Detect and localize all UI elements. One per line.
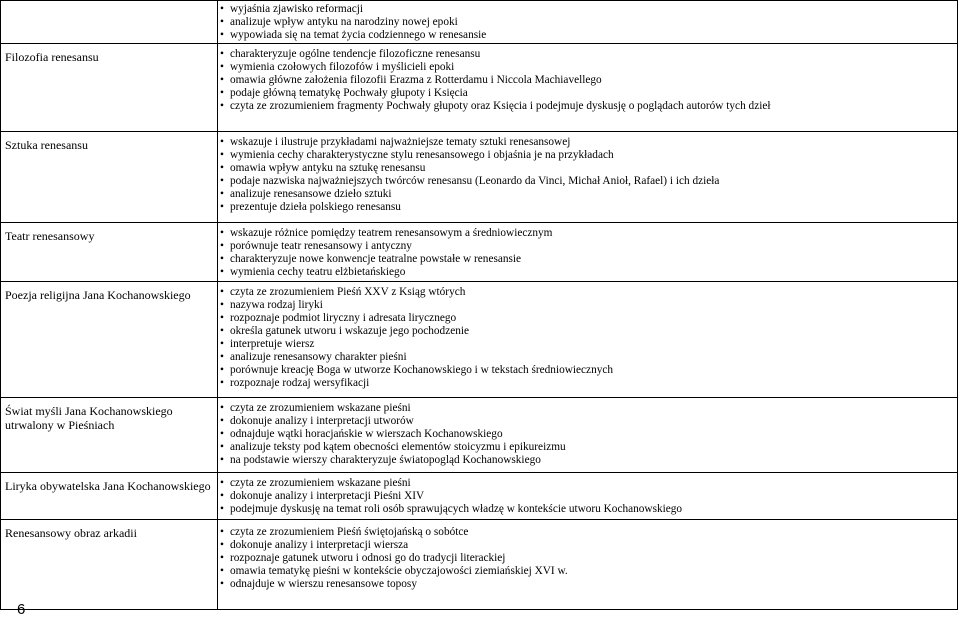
table-row [1, 398, 958, 473]
requirements-list [218, 473, 957, 516]
list-item: • czyta ze zrozumieniem fragmenty Pochwały głupoty oraz Księcia i podejmuje dyskusję o poglądach autorów tych dzieł [218, 100, 957, 113]
list-item: • dokonuje analizy i interpretacji Pieśni XIV [218, 490, 957, 503]
list-item: • odnajduje w wierszu renesansowe toposy [218, 578, 957, 591]
requirements-cell [218, 473, 958, 520]
topic-label: Poezja religijna Jana Kochanowskiego [5, 288, 191, 302]
requirements-cell [218, 1, 958, 44]
requirements-list [218, 282, 957, 390]
list-item: • rozpoznaje gatunek utworu i odnosi go do tradycji literackiej [218, 552, 957, 565]
list-item: • na podstawie wierszy charakteryzuje światopogląd Kochanowskiego [218, 454, 957, 467]
list-item: • prezentuje dzieła polskiego renesansu [218, 201, 957, 214]
list-item: • nazywa rodzaj liryki [218, 299, 957, 312]
page-number: 6 [17, 601, 26, 618]
table-row [1, 132, 958, 223]
table-row [1, 473, 958, 520]
list-item: • porównuje kreację Boga w utworze Kochanowskiego i w tekstach średniowiecznych [218, 364, 957, 377]
list-item: • charakteryzuje nowe konwencje teatralne powstałe w renesansie [218, 253, 957, 266]
list-item: • analizuje renesansowe dzieło sztuki [218, 188, 957, 201]
list-item: • omawia główne założenia filozofii Erazma z Rotterdamu i Niccola Machiavellego [218, 74, 957, 87]
list-item: • wyjaśnia zjawisko reformacji [218, 3, 957, 16]
requirements-cell [218, 398, 958, 473]
topic-label: Liryka obywatelska Jana Kochanowskiego [5, 479, 211, 493]
topic-cell [1, 132, 218, 223]
requirements-cell [218, 44, 958, 132]
requirements-cell [218, 132, 958, 223]
list-item: • wskazuje różnice pomiędzy teatrem renesansowym a średniowiecznym [218, 227, 957, 240]
topic-cell [1, 473, 218, 520]
requirements-list [218, 520, 957, 591]
requirements-cell [218, 282, 958, 398]
list-item: • podaje główną tematykę Pochwały głupoty i Księcia [218, 87, 957, 100]
list-item: • dokonuje analizy i interpretacji utworów [218, 415, 957, 428]
topic-label: Filozofia renesansu [5, 50, 99, 64]
list-item: • interpretuje wiersz [218, 338, 957, 351]
topic-label: Renesansowy obraz arkadii [5, 526, 137, 540]
list-item: • wymienia czołowych filozofów i myślicieli epoki [218, 61, 957, 74]
topic-label [1, 1, 217, 7]
topic-label: Sztuka renesansu [5, 138, 88, 152]
list-item: • analizuje renesansowy charakter pieśni [218, 351, 957, 364]
list-item: • charakteryzuje ogólne tendencje filozoficzne renesansu [218, 48, 957, 61]
topic-cell [1, 223, 218, 282]
table-row [1, 282, 958, 398]
list-item: • czyta ze zrozumieniem Pieśń świętojańską o sobótce [218, 526, 957, 539]
requirements-cell [218, 223, 958, 282]
list-item: • wskazuje i ilustruje przykładami najważniejsze tematy sztuki renesansowej [218, 136, 957, 149]
topic-cell [1, 282, 218, 398]
table-row [1, 223, 958, 282]
list-item: • analizuje wpływ antyku na narodziny nowej epoki [218, 16, 957, 29]
topic-cell [1, 44, 218, 132]
list-item: • czyta ze zrozumieniem wskazane pieśni [218, 477, 957, 490]
list-item: • określa gatunek utworu i wskazuje jego pochodzenie [218, 325, 957, 338]
list-item: • czyta ze zrozumieniem Pieśń XXV z Ksiąg wtórych [218, 286, 957, 299]
list-item: • czyta ze zrozumieniem wskazane pieśni [218, 402, 957, 415]
topic-cell [1, 520, 218, 610]
list-item: • omawia tematykę pieśni w kontekście obyczajowości ziemiańskiej XVI w. [218, 565, 957, 578]
topic-label: Teatr renesansowy [5, 229, 95, 243]
requirements-list [218, 132, 957, 214]
list-item: • porównuje teatr renesansowy i antyczny [218, 240, 957, 253]
table-row [1, 44, 958, 132]
list-item: • omawia wpływ antyku na sztukę renesansu [218, 162, 957, 175]
list-item: • wymienia cechy charakterystyczne stylu renesansowego i objaśnia je na przykładach [218, 149, 957, 162]
requirements-list [218, 1, 957, 42]
list-item: • rozpoznaje podmiot liryczny i adresata lirycznego [218, 312, 957, 325]
list-item: • rozpoznaje rodzaj wersyfikacji [218, 377, 957, 390]
topic-label: Świat myśli Jana Kochanowskiego utrwalony w Pieśniach [5, 404, 173, 432]
list-item: • analizuje teksty pod kątem obecności elementów stoicyzmu i epikureizmu [218, 441, 957, 454]
list-item: • podejmuje dyskusję na temat roli osób sprawujących władzę w kontekście utworu Kochanowskiego [218, 503, 957, 516]
list-item: • wymienia cechy teatru elżbietańskiego [218, 266, 957, 279]
list-item: • wypowiada się na temat życia codziennego w renesansie [218, 29, 957, 42]
topic-cell [1, 398, 218, 473]
requirements-cell [218, 520, 958, 610]
table-row [1, 520, 958, 610]
table-row [1, 1, 958, 44]
requirements-list [218, 398, 957, 467]
list-item: • odnajduje wątki horacjańskie w wierszach Kochanowskiego [218, 428, 957, 441]
topic-cell [1, 1, 218, 44]
list-item: • dokonuje analizy i interpretacji wiersza [218, 539, 957, 552]
requirements-list [218, 44, 957, 113]
requirements-list [218, 223, 957, 279]
list-item: • podaje nazwiska najważniejszych twórców renesansu (Leonardo da Vinci, Michał Anioł, Rafael) i ich dzieła [218, 175, 957, 188]
